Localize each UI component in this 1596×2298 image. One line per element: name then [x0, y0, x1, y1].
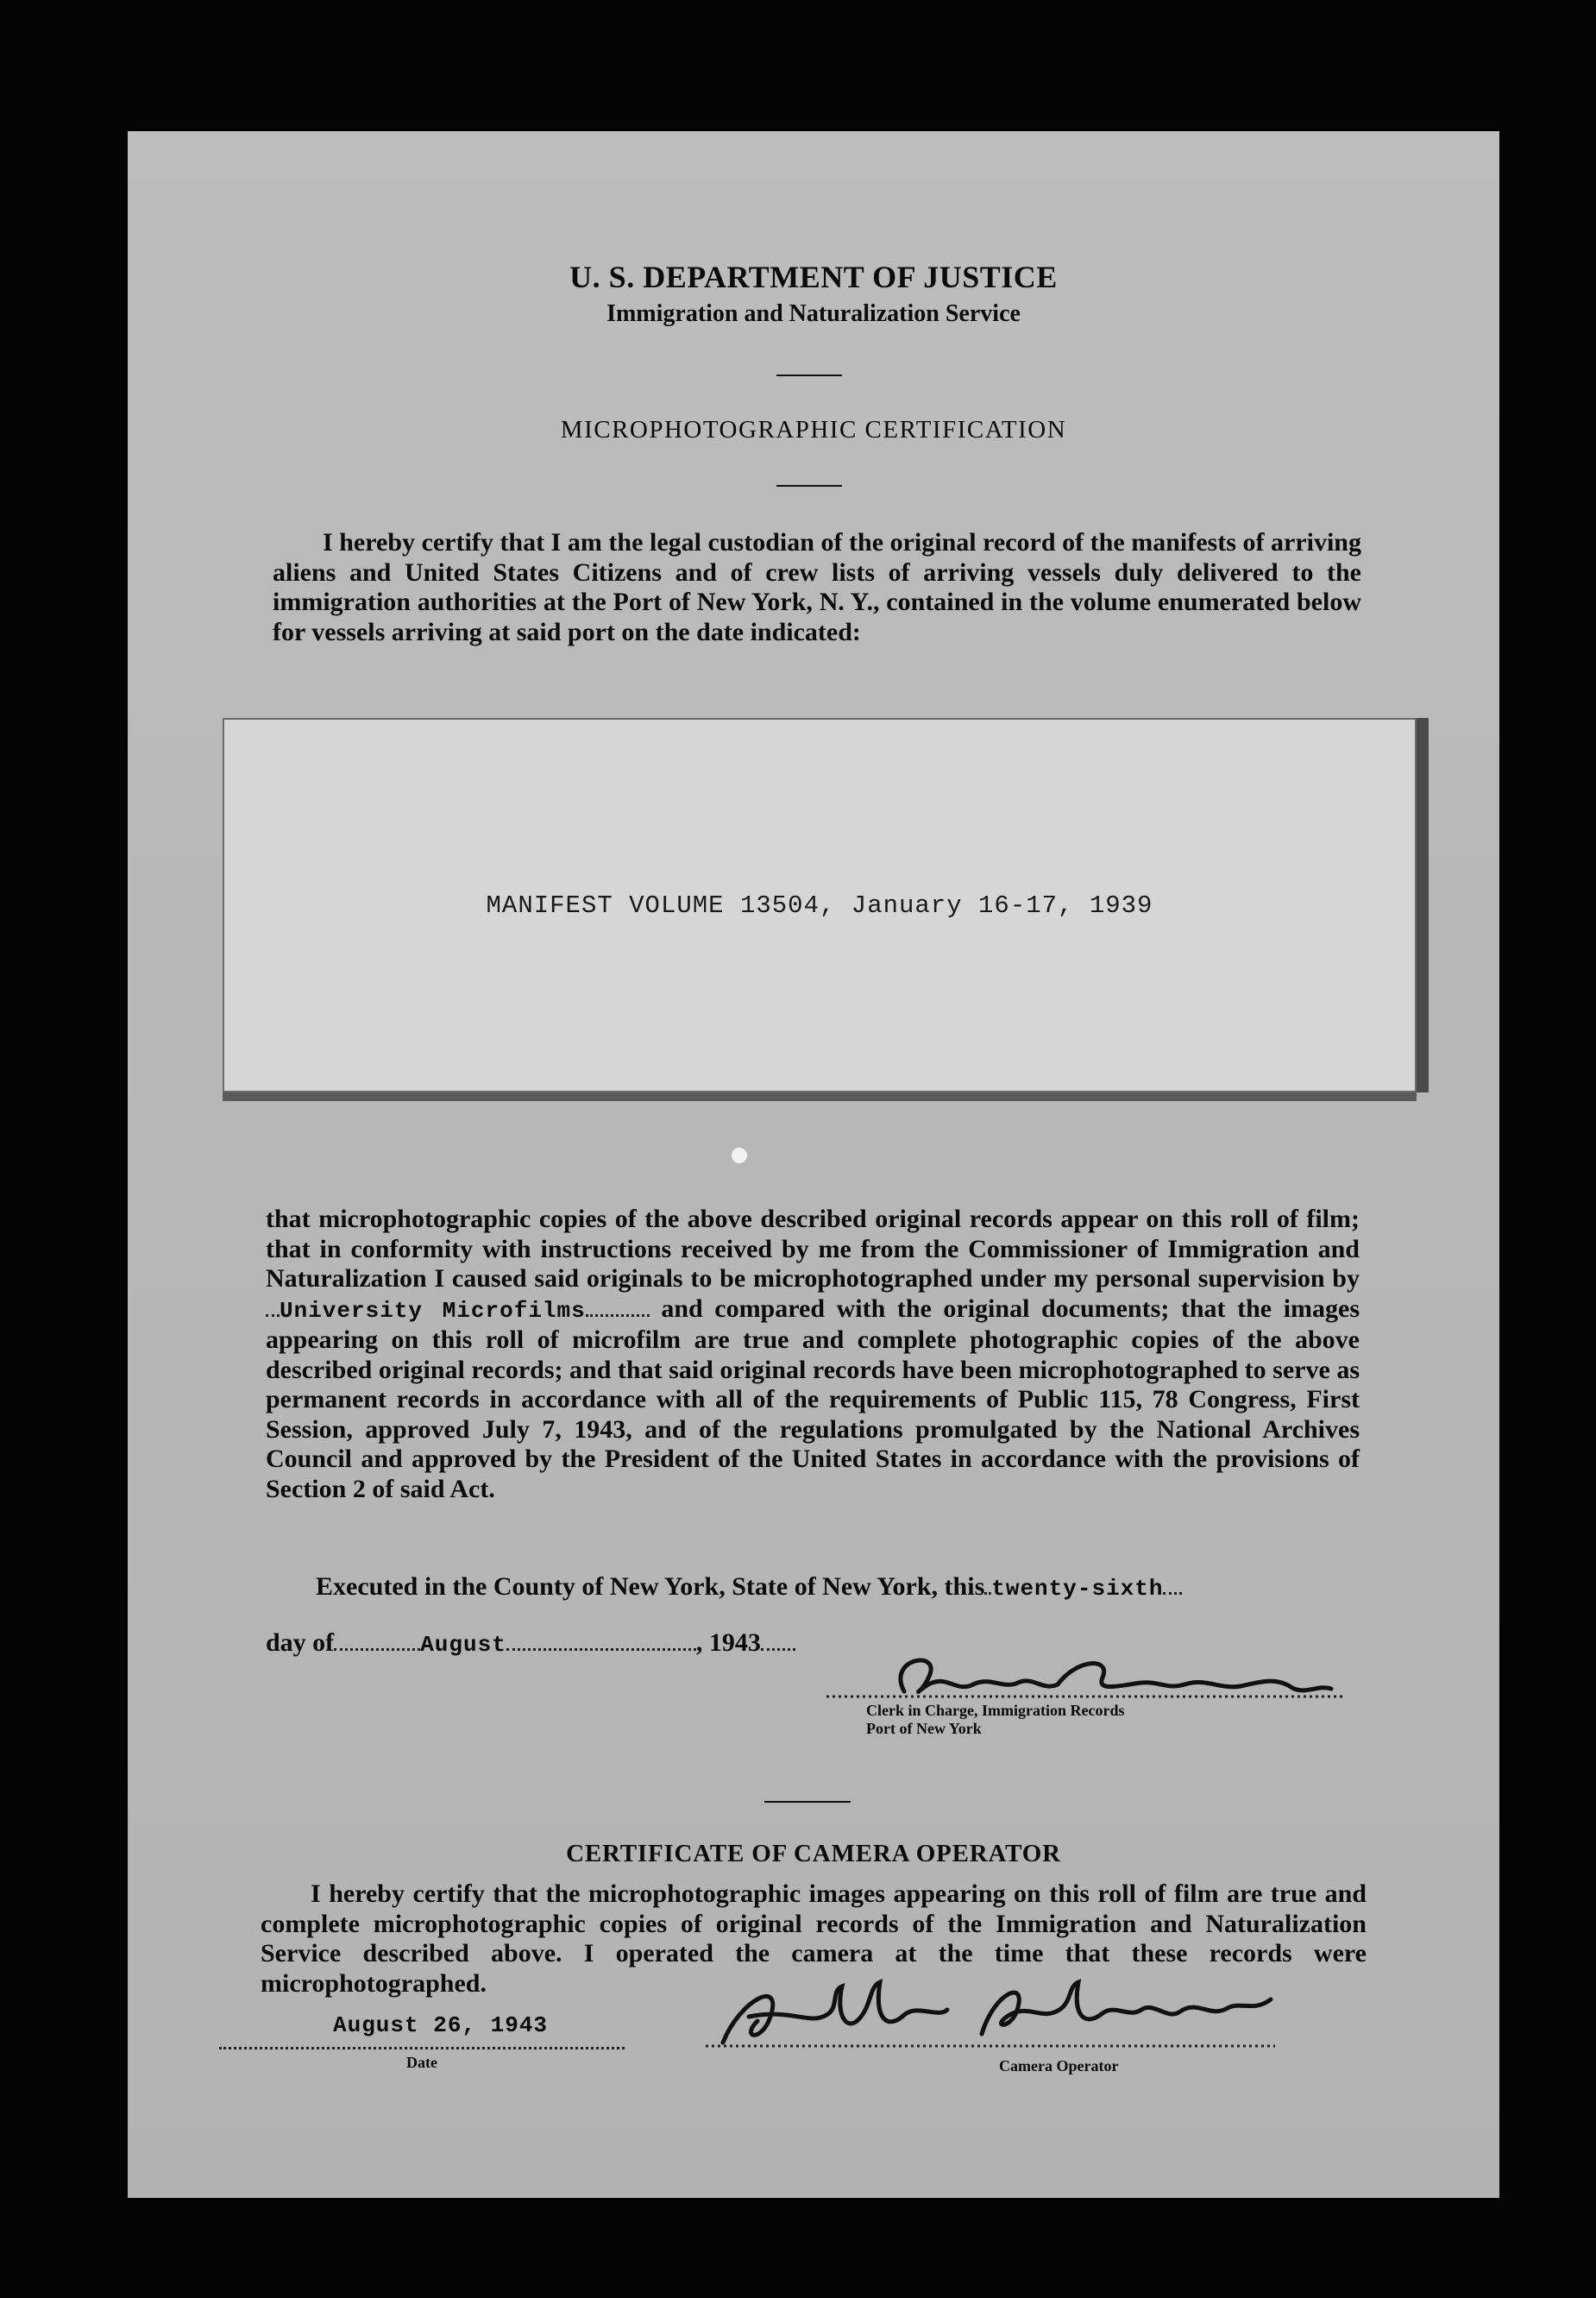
divider	[776, 375, 842, 376]
clerk-title	[866, 1702, 1298, 1738]
execution-line: Executed in the County of New York, State of New York, this twenty-sixth	[266, 1572, 1379, 1604]
intro-paragraph: I hereby certify that I am the legal custodian of the original record of the manifests of arriving aliens and United States Citizens and of crew lists of arriving vessels duly delivered to the immigration authorities at the Port of New York, N. Y., contained in the volume enumerated below for vessels arriving at said port on the date indicated:	[273, 528, 1361, 646]
divider	[776, 485, 842, 487]
agency-title: U. S. DEPARTMENT OF JUSTICE	[569, 260, 1058, 294]
film-speck	[732, 1148, 747, 1163]
execution-month-field: August	[420, 1632, 506, 1658]
camera-operator-label: Camera Operator	[999, 2057, 1119, 2074]
operator-certificate-title: CERTIFICATE OF CAMERA OPERATOR	[566, 1840, 1061, 1867]
operator-date-field: August 26, 1943	[333, 2012, 549, 2038]
service-subtitle: Immigration and Naturalization Service	[606, 300, 1021, 327]
form-title: MICROPHOTOGRAPHIC CERTIFICATION	[560, 416, 1067, 444]
clerk-title-line1: Clerk in Charge, Immigration Records	[866, 1702, 1125, 1719]
clerk-title-line2: Port of New York	[866, 1720, 982, 1737]
execution-month-line: day of August , 1943	[266, 1628, 887, 1660]
certification-body: that microphotographic copies of the above described original records appear on this roll of film; that in conformity with instructions received by me from the Commissioner of Immigration and Naturalization I caused said originals to be microphotographed under my personal supervision byUniversity Microfilms and compared with the original documents; that the images appearing on this roll of microfilm are true and complete photographic copies of the above described original records; and that said original records have been microphotographed to serve as permanent records in accordance with all of the requirements of Public 115, 78 Congress, First Session, approved July 7, 1943, and of the regulations promulgated by the National Archives Council and approved by the President of the United States in accordance with the provisions of Section 2 of said Act.	[266, 1205, 1360, 1503]
camera-operator-signature	[688, 1974, 1292, 2056]
execution-day-field: twenty-sixth	[991, 1576, 1164, 1602]
divider	[764, 1801, 851, 1803]
date-label: Date	[406, 2054, 437, 2071]
manifest-volume-text: MANIFEST VOLUME 13504, January 16-17, 1939	[486, 891, 1153, 920]
photographer-field: University Microfilms	[280, 1297, 586, 1324]
certificate-page	[128, 131, 1499, 2198]
date-line	[219, 2004, 625, 2049]
record-card	[223, 718, 1417, 1092]
operator-certificate-text: I hereby certify that the microphotographic images appearing on this roll of film are true and complete microphotographic copies of original records of the Immigration and Naturalization Service described above. I operated the camera at the time that these records were microphotographed.	[261, 1879, 1367, 1998]
